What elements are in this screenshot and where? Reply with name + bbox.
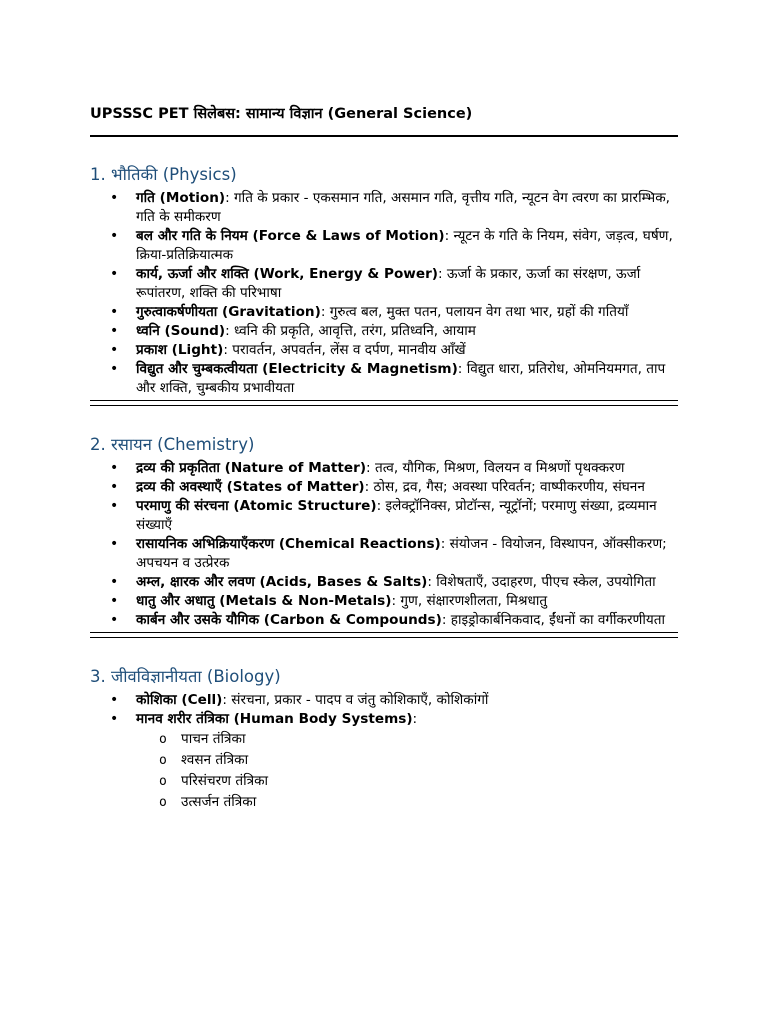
bullet-icon: • [110,228,119,244]
sub-item-label: उत्सर्जन तंत्रिका [181,794,257,810]
topic-description: : [412,711,418,727]
hollow-bullet-icon: o [159,774,167,789]
sub-list-item [90,750,678,771]
bullet-icon: • [110,304,119,320]
topic-term: द्रव्य की प्रकृतिता (Nature of Matter) [136,460,367,476]
section-heading-biology: 3. जीवविज्ञानीयता (Biology) [90,667,281,686]
chemistry-topic-list [90,459,678,630]
bullet-icon: • [110,342,119,358]
topic-description: : गुरुत्व बल, मुक्त पतन, पलायन वेग तथा भार, ग्रहों की गतियाँ [320,304,629,320]
bullet-icon: • [110,361,119,377]
topic-description: : तत्व, यौगिक, मिश्रण, विलयन व मिश्रणों पृथक्करण [366,460,625,476]
document-title: UPSSSC PET सिलेबस: सामान्य विज्ञान (General Science) [90,106,473,122]
list-item [90,303,678,322]
bullet-icon: • [110,479,119,495]
topic-description: : संयोजन - वियोजन, विस्थापन, ऑक्सीकरण; अपचयन व उत्प्रेरक [136,536,667,571]
topic-term: प्रकाश (Light) [136,342,224,358]
topic-term: द्रव्य की अवस्थाएँ (States of Matter) [136,479,365,495]
section-heading-physics: 1. भौतिकी (Physics) [90,165,237,184]
topic-term: कार्य, ऊर्जा और शक्ति (Work, Energy & Power) [136,266,438,282]
hollow-bullet-icon: o [159,795,167,810]
bullet-icon: • [110,460,119,476]
bullet-icon: • [110,498,119,514]
list-item [90,710,678,813]
title-divider [90,135,678,137]
biology-topic-list [90,691,678,813]
list-item [90,592,678,611]
topic-description: : ध्वनि की प्रकृति, आवृत्ति, तरंग, प्रतिध्वनि, आयाम [225,323,476,339]
section-divider [90,400,678,406]
list-item [90,459,678,478]
list-item [90,478,678,497]
list-item [90,189,678,227]
list-item [90,691,678,710]
list-item [90,573,678,592]
bullet-icon: • [110,536,119,552]
body-systems-sublist [136,729,678,813]
list-item [90,265,678,303]
topic-description: : गुण, संक्षारणशीलता, मिश्रधातु [391,593,548,609]
topic-term: ध्वनि (Sound) [136,323,226,339]
topic-description: : संरचना, प्रकार - पादप व जंतु कोशिकाएँ, कोशिकांगों [222,692,489,708]
topic-term: अम्ल, क्षारक और लवण (Acids, Bases & Salts) [136,574,428,590]
topic-term: रासायनिक अभिक्रियाएँकरण (Chemical Reactions) [136,536,441,552]
sub-item-label: पाचन तंत्रिका [181,731,246,747]
list-item [90,227,678,265]
sub-item-label: श्वसन तंत्रिका [181,752,249,768]
topic-term: मानव शरीर तंत्रिका (Human Body Systems) [136,711,413,727]
topic-description: : विद्युत धारा, प्रतिरोध, ओमनियमगत, ताप और शक्ति, चुम्बकीय प्रभावीयता [136,361,666,396]
section-heading-chemistry: 2. रसायन (Chemistry) [90,435,255,454]
topic-term: बल और गति के नियम (Force & Laws of Motion) [136,228,445,244]
list-item [90,611,678,630]
bullet-icon: • [110,574,119,590]
bullet-icon: • [110,266,119,282]
topic-description: : इलेक्ट्रॉनिक्स, प्रोटॉन्स, न्यूट्रॉनों; परमाणु संख्या, द्रव्यमान संख्याएँ [136,498,657,533]
sub-item-label: परिसंचरण तंत्रिका [181,773,269,789]
topic-term: कोशिका (Cell) [136,692,223,708]
hollow-bullet-icon: o [159,732,167,747]
physics-topic-list [90,189,678,398]
sub-list-item [90,771,678,792]
list-item [90,497,678,535]
topic-term: परमाणु की संरचना (Atomic Structure) [136,498,377,514]
topic-term: गति (Motion) [136,190,226,206]
bullet-icon: • [110,711,119,727]
bullet-icon: • [110,323,119,339]
document-page [90,104,678,813]
topic-term: कार्बन और उसके यौगिक (Carbon & Compounds) [136,612,442,628]
topic-description: : विशेषताएँ, उदाहरण, पीएच स्केल, उपयोगिता [427,574,656,590]
topic-description: : गति के प्रकार - एकसमान गति, असमान गति, वृत्तीय गति, न्यूटन वेग त्वरण का प्रारम्भिक, गति के समीकरण [136,190,670,225]
section-divider [90,632,678,638]
bullet-icon: • [110,593,119,609]
hollow-bullet-icon: o [159,753,167,768]
topic-description: : ठोस, द्रव, गैस; अवस्था परिवर्तन; वाष्पीकरणीय, संघनन [364,479,645,495]
topic-term: धातु और अधातु (Metals & Non-Metals) [136,593,392,609]
topic-description: : ऊर्जा के प्रकार, ऊर्जा का संरक्षण, ऊर्जा रूपांतरण, शक्ति की परिभाषा [136,266,641,301]
bullet-icon: • [110,190,119,206]
bullet-icon: • [110,612,119,628]
sub-list-item [90,792,678,813]
bullet-icon: • [110,692,119,708]
topic-term: विद्युत और चुम्बकत्वीयता (Electricity & Magnetism) [136,361,458,377]
list-item [90,360,678,398]
topic-term: गुरुत्वाकर्षणीयता (Gravitation) [136,304,321,320]
sub-list-item [90,729,678,750]
list-item [90,341,678,360]
topic-description: : परावर्तन, अपवर्तन, लेंस व दर्पण, मानवीय आँखें [223,342,466,358]
list-item [90,535,678,573]
topic-description: : हाइड्रोकार्बनिकवाद, ईंधनों का वर्गीकरणीयता [441,612,666,628]
list-item [90,322,678,341]
topic-description: : न्यूटन के गति के नियम, संवेग, जड़त्व, घर्षण, क्रिया-प्रतिक्रियात्मक [136,228,673,263]
